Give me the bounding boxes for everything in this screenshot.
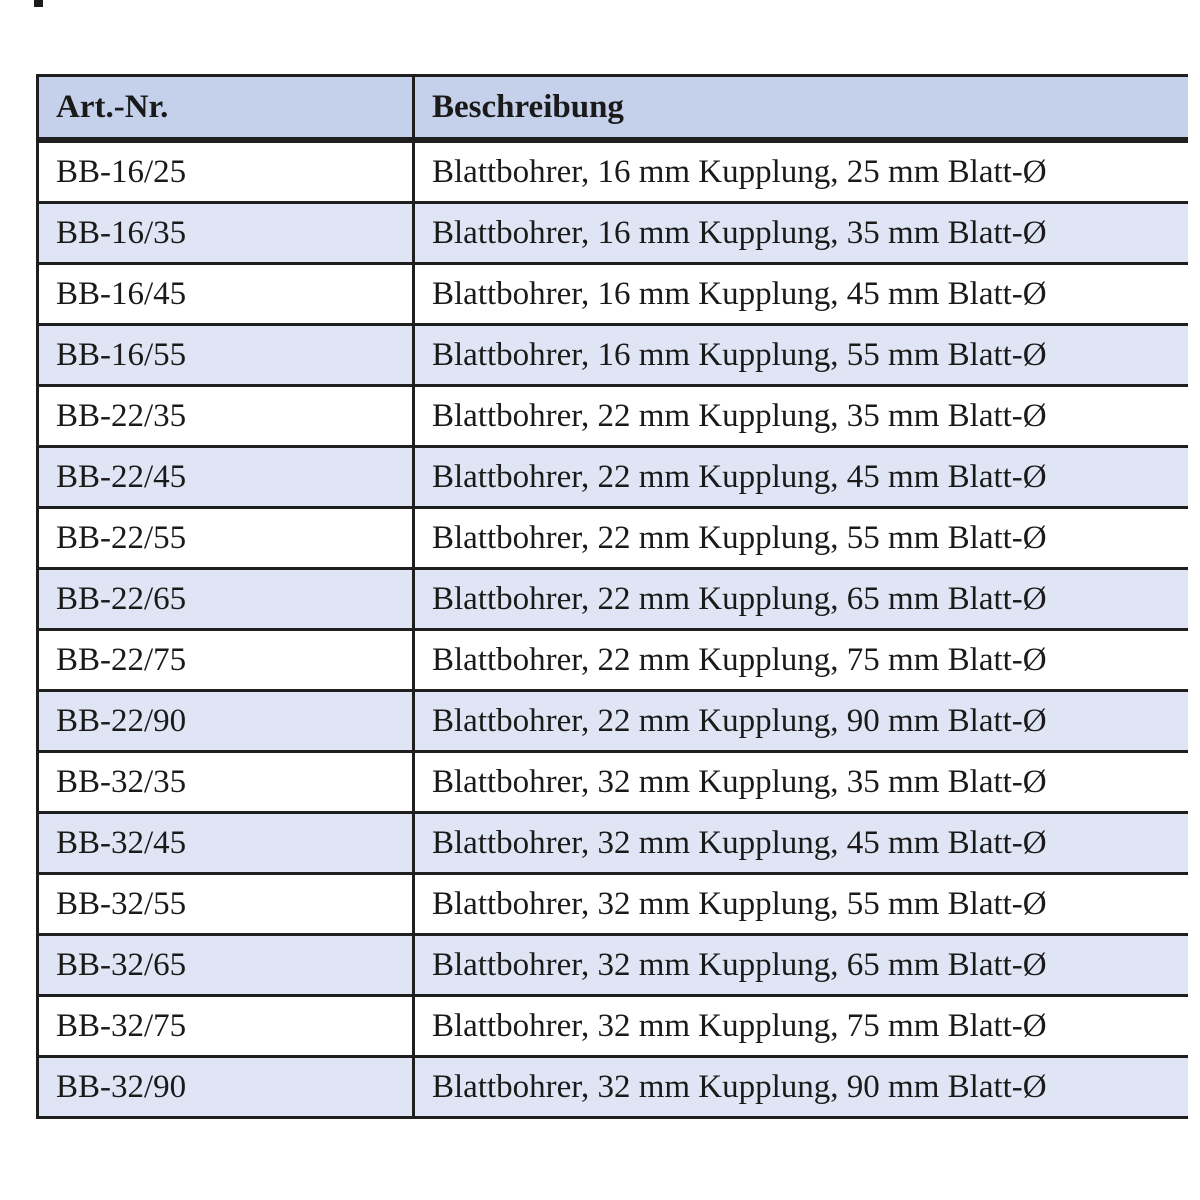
page-crop-mark <box>34 0 43 7</box>
table-row <box>38 935 1188 996</box>
beschreibung-cell: Blattbohrer, 32 mm Kupplung, 45 mm Blatt-Ø <box>414 813 1188 874</box>
column-header-beschreibung: Beschreibung <box>414 76 1188 141</box>
article-table-header <box>38 76 1188 141</box>
table-row <box>38 508 1188 569</box>
art-nr-cell: BB-32/90 <box>38 1057 414 1118</box>
beschreibung-cell: Blattbohrer, 16 mm Kupplung, 25 mm Blatt-Ø <box>414 140 1188 203</box>
art-nr-cell: BB-22/75 <box>38 630 414 691</box>
table-row <box>38 1057 1188 1118</box>
table-row <box>38 752 1188 813</box>
table-row <box>38 140 1188 203</box>
art-nr-cell: BB-16/35 <box>38 203 414 264</box>
table-row <box>38 874 1188 935</box>
beschreibung-cell: Blattbohrer, 32 mm Kupplung, 35 mm Blatt-Ø <box>414 752 1188 813</box>
table-row <box>38 386 1188 447</box>
beschreibung-cell: Blattbohrer, 22 mm Kupplung, 55 mm Blatt-Ø <box>414 508 1188 569</box>
beschreibung-cell: Blattbohrer, 22 mm Kupplung, 45 mm Blatt-Ø <box>414 447 1188 508</box>
art-nr-cell: BB-22/65 <box>38 569 414 630</box>
beschreibung-cell: Blattbohrer, 16 mm Kupplung, 35 mm Blatt-Ø <box>414 203 1188 264</box>
art-nr-cell: BB-16/55 <box>38 325 414 386</box>
table-row <box>38 325 1188 386</box>
article-table <box>36 74 1188 1119</box>
art-nr-cell: BB-22/35 <box>38 386 414 447</box>
table-row <box>38 264 1188 325</box>
beschreibung-cell: Blattbohrer, 32 mm Kupplung, 65 mm Blatt-Ø <box>414 935 1188 996</box>
column-header-art-nr: Art.-Nr. <box>38 76 414 141</box>
art-nr-cell: BB-32/75 <box>38 996 414 1057</box>
art-nr-cell: BB-22/90 <box>38 691 414 752</box>
table-row <box>38 569 1188 630</box>
art-nr-cell: BB-22/45 <box>38 447 414 508</box>
beschreibung-cell: Blattbohrer, 32 mm Kupplung, 90 mm Blatt-Ø <box>414 1057 1188 1118</box>
art-nr-cell: BB-16/45 <box>38 264 414 325</box>
beschreibung-cell: Blattbohrer, 22 mm Kupplung, 35 mm Blatt-Ø <box>414 386 1188 447</box>
art-nr-cell: BB-16/25 <box>38 140 414 203</box>
beschreibung-cell: Blattbohrer, 16 mm Kupplung, 45 mm Blatt-Ø <box>414 264 1188 325</box>
beschreibung-cell: Blattbohrer, 16 mm Kupplung, 55 mm Blatt-Ø <box>414 325 1188 386</box>
art-nr-cell: BB-32/55 <box>38 874 414 935</box>
table-row <box>38 447 1188 508</box>
art-nr-cell: BB-32/35 <box>38 752 414 813</box>
article-table-body <box>38 140 1188 1118</box>
art-nr-cell: BB-32/65 <box>38 935 414 996</box>
header-row <box>38 76 1188 141</box>
beschreibung-cell: Blattbohrer, 22 mm Kupplung, 90 mm Blatt-Ø <box>414 691 1188 752</box>
beschreibung-cell: Blattbohrer, 32 mm Kupplung, 75 mm Blatt-Ø <box>414 996 1188 1057</box>
table-row <box>38 691 1188 752</box>
table-row <box>38 630 1188 691</box>
beschreibung-cell: Blattbohrer, 32 mm Kupplung, 55 mm Blatt-Ø <box>414 874 1188 935</box>
table-row <box>38 996 1188 1057</box>
art-nr-cell: BB-32/45 <box>38 813 414 874</box>
table-row <box>38 203 1188 264</box>
beschreibung-cell: Blattbohrer, 22 mm Kupplung, 75 mm Blatt-Ø <box>414 630 1188 691</box>
table-row <box>38 813 1188 874</box>
art-nr-cell: BB-22/55 <box>38 508 414 569</box>
beschreibung-cell: Blattbohrer, 22 mm Kupplung, 65 mm Blatt-Ø <box>414 569 1188 630</box>
